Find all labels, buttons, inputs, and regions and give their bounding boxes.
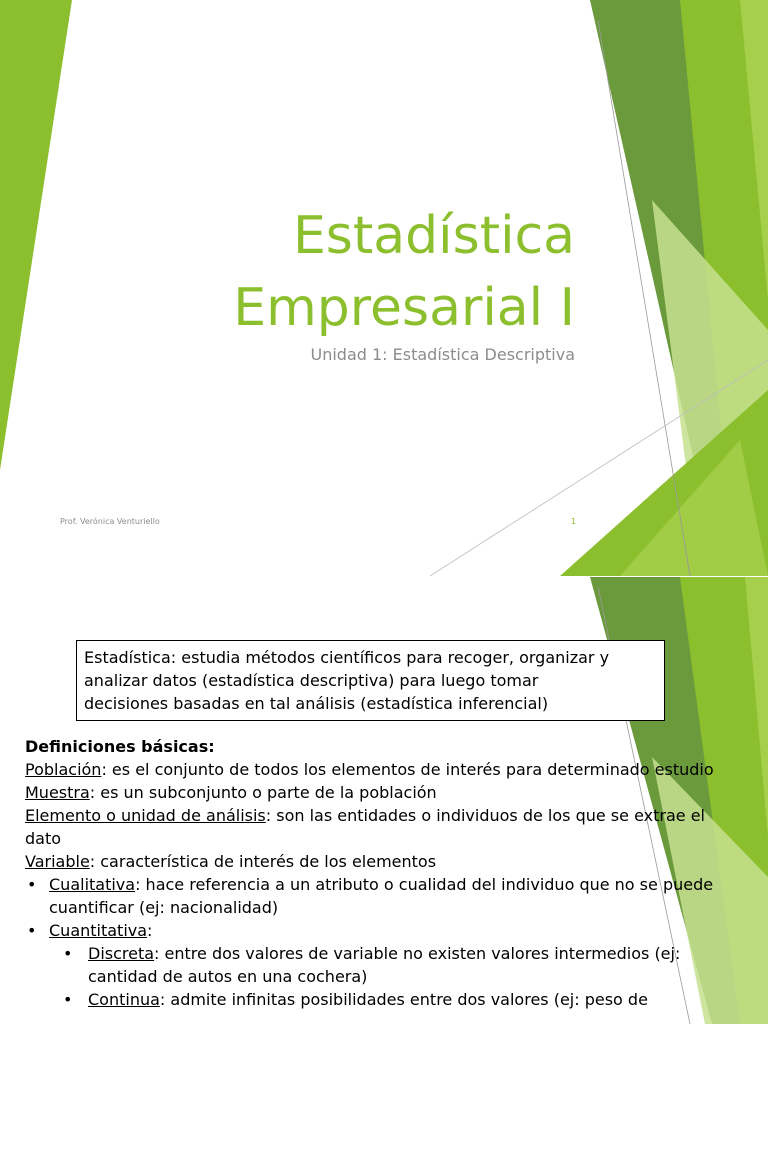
definition-variable (25, 850, 725, 873)
definitions-heading: Definiciones básicas: (25, 737, 215, 756)
left-green-triangle (0, 0, 72, 470)
definition-muestra (25, 781, 725, 804)
definitions-list (25, 735, 725, 1011)
term-discreta: Discreta (88, 944, 155, 963)
bullet-icon: • (27, 921, 37, 940)
sub-bullet-discreta (25, 942, 725, 988)
author-footer: Prof. Verónica Venturiello (60, 517, 160, 526)
page-number: 1 (571, 517, 577, 526)
title-line-1: Estadística (292, 206, 575, 266)
text-poblacion: : es el conjunto de todos los elementos de interés para determinado estudio (101, 760, 714, 779)
definitions-slide (0, 577, 768, 1153)
text-cualitativa: : hace referencia a un atributo o cualidad del individuo que no se puede cuantificar (ej: nacionalidad) (49, 875, 714, 917)
bullet-cualitativa (25, 873, 725, 919)
term-cuantitativa: Cuantitativa (49, 921, 148, 940)
text-continua: : admite infinitas posibilidades entre dos valores (ej: peso de (159, 990, 648, 1009)
slide-subtitle: Unidad 1: Estadística Descriptiva (310, 345, 575, 364)
text-variable: : característica de interés de los elementos (89, 852, 437, 871)
text-elemento: : son las entidades o individuos de los que se extrae el dato (25, 806, 705, 848)
definition-poblacion (25, 758, 725, 781)
sub-bullet-continua (25, 988, 725, 1011)
term-variable: Variable (25, 852, 90, 871)
bullet-icon: • (27, 875, 37, 894)
term-continua: Continua (88, 990, 160, 1009)
bullet-icon: • (63, 944, 73, 963)
definition-elemento (25, 804, 725, 850)
term-muestra: Muestra (25, 783, 90, 802)
definition-line-2: analizar datos (estadística descriptiva) para luego tomar (84, 671, 539, 690)
bullet-icon: • (63, 990, 73, 1009)
title-line-2: Empresarial I (233, 278, 575, 338)
definition-line-1: Estadística: estudia métodos científicos para recoger, organizar y (84, 648, 610, 667)
text-discreta: : entre dos valores de variable no existen valores intermedios (ej: cantidad de autos en una cochera) (88, 944, 681, 986)
term-cualitativa: Cualitativa (49, 875, 136, 894)
definition-line-3: decisiones basadas en tal análisis (estadística inferencial) (84, 694, 549, 713)
bullet-cuantitativa (25, 919, 725, 942)
slide-title (233, 200, 575, 344)
statistics-definition-box (76, 640, 665, 721)
term-poblacion: Población (25, 760, 102, 779)
text-cuantitativa: : (147, 921, 153, 940)
text-muestra: : es un subconjunto o parte de la población (89, 783, 437, 802)
term-elemento: Elemento o unidad de análisis (25, 806, 266, 825)
title-slide (0, 0, 768, 576)
